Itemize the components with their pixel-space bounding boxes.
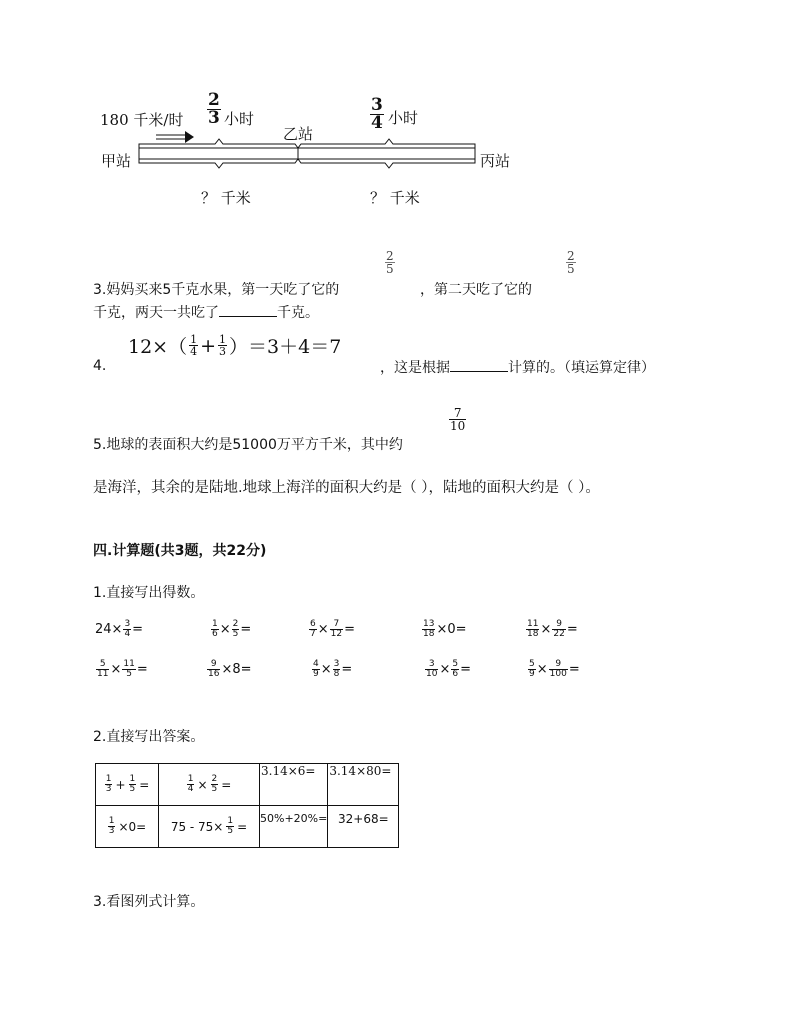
- table-cell: $\frac{1}{4}$ × $\frac{2}{5}$ =: [159, 764, 260, 806]
- time1-unit: 小时: [224, 110, 255, 128]
- q4-expression: 12×（ $\frac{1}{4}$ + $\frac{1}{3}$ ）＝3＋4＝7: [128, 333, 342, 358]
- q3-text-part2: ，第二天吃了它的: [420, 282, 532, 298]
- calc-item: $\frac{9}{16}$ ×8 =: [208, 659, 252, 679]
- table-cell: 3.14×6=: [260, 764, 328, 806]
- q3-fraction-1: $\frac{2}{5}$: [386, 249, 394, 276]
- calc-q3-title: 3.看图列式计算。: [93, 894, 205, 910]
- table-cell: 32+68=: [328, 806, 399, 848]
- unknown-distance-2: ？ 千米: [370, 189, 420, 207]
- calc-item: $\frac{3}{10}$ × $\frac{5}{6}$ =: [426, 659, 471, 679]
- unknown-distance-1: ？ 千米: [201, 189, 251, 207]
- table-row: [96, 806, 399, 848]
- q3-text-part1: 3.妈妈买来5千克水果，第一天吃了它的: [93, 282, 340, 298]
- table-cell: 75 - 75× $\frac{1}{5}$ =: [159, 806, 260, 848]
- section-4-heading: 四.计算题(共3题，共22分): [93, 543, 267, 559]
- calc-q1-title: 1.直接写出得数。: [93, 585, 205, 601]
- calc-item: $\frac{13}{18}$ ×0 =: [423, 619, 467, 639]
- calc-item: $\frac{6}{7}$ × $\frac{7}{12}$ =: [310, 619, 355, 639]
- table-row: [96, 764, 399, 806]
- time1-fraction: $\frac{2}{3}$: [208, 90, 220, 128]
- speed-label: 180 千米/时: [100, 111, 184, 129]
- table-cell: 50%+20%=: [260, 806, 328, 848]
- q4-tail: ，这是根据 计算的。（填运算定律）: [380, 360, 655, 376]
- q5-line2: 是海洋，其余的是陆地.地球上海洋的面积大约是（ ），陆地的面积大约是（ ）。: [93, 480, 600, 496]
- route-bar: [135, 138, 480, 180]
- q3-line2: 千克，两天一共吃了 千克。: [93, 305, 319, 321]
- station-c-label: 丙站: [480, 152, 511, 170]
- station-b-label: 乙站: [283, 125, 314, 143]
- calc-item: $\frac{11}{18}$ × $\frac{9}{22}$ =: [527, 619, 578, 639]
- calc-item: $\frac{5}{9}$ × $\frac{9}{100}$ =: [529, 659, 580, 679]
- q3-answer-blank: [219, 315, 277, 317]
- station-a-label: 甲站: [101, 152, 132, 170]
- q4-answer-blank: [450, 370, 508, 372]
- calc-item: $\frac{4}{9}$ × $\frac{3}{8}$ =: [313, 659, 353, 679]
- q3-fraction-2: $\frac{2}{5}$: [567, 249, 575, 276]
- q5-line1: 5.地球的表面积大约是51000万平方千米，其中约: [93, 437, 403, 453]
- calc-q2-title: 2.直接写出答案。: [93, 729, 205, 745]
- answer-table: [95, 763, 399, 848]
- table-cell: $\frac{1}{3}$ ×0=: [96, 806, 159, 848]
- time2-fraction: $\frac{3}{4}$: [371, 95, 383, 133]
- table-cell: 3.14×80=: [328, 764, 399, 806]
- calc-item: $\frac{5}{11}$ × $\frac{11}{5}$ =: [97, 659, 148, 679]
- calc-item: 24× $\frac{3}{4}$ =: [95, 619, 144, 639]
- calc-item: $\frac{1}{6}$ × $\frac{2}{5}$ =: [212, 619, 252, 639]
- table-cell: $\frac{1}{3}$ + $\frac{1}{5}$ =: [96, 764, 159, 806]
- time2-unit: 小时: [388, 109, 419, 127]
- q5-fraction: $\frac{7}{10}$: [450, 406, 466, 433]
- q4-label: 4.: [93, 358, 107, 374]
